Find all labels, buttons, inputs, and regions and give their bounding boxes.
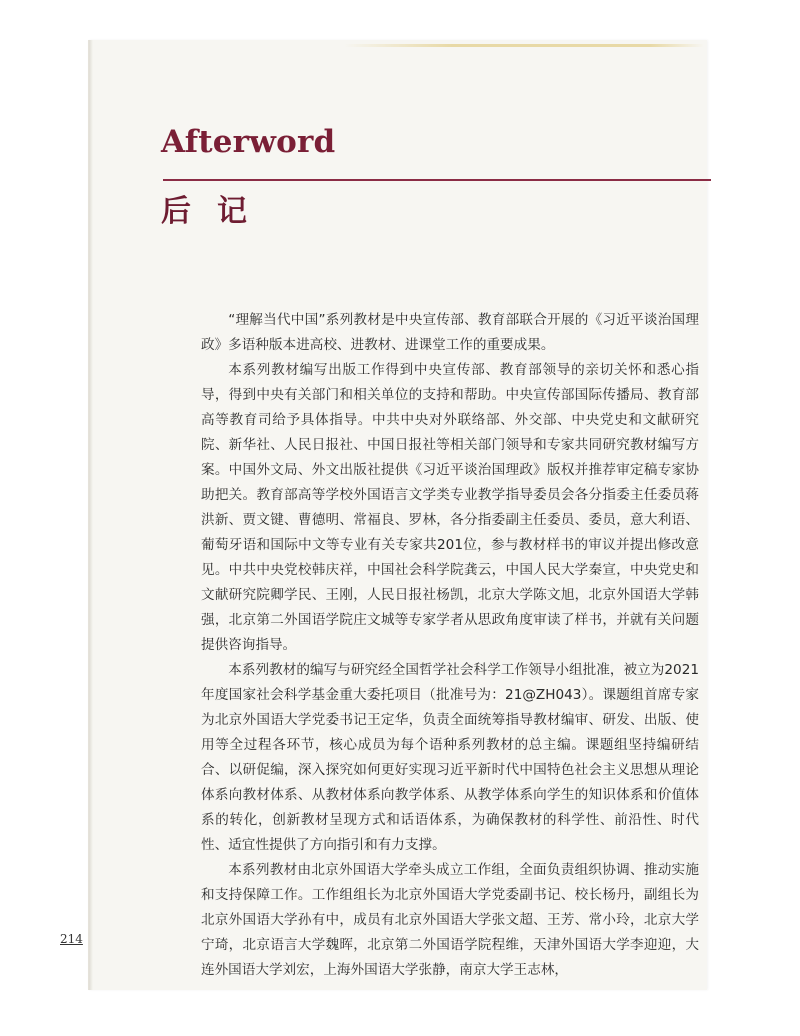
page-number: 214 [60,932,83,946]
heading-english: Afterword [161,124,336,160]
heading-divider [163,179,711,181]
afterword-body [201,308,699,983]
paragraph-2: 本系列教材编写出版工作得到中央宣传部、教育部领导的亲切关怀和悉心指导，得到中央有关部门和相关单位的支持和帮助。中央宣传部国际传播局、教育部高等教育司给予具体指导。中共中央对外联络部、外交部、中央党史和文献研究院、新华社、人民日报社、中国日报社等相关部门领导和专家共同研究教材编写方案。中国外文局、外文出版社提供《习近平谈治国理政》版权并推荐审定稿专家协助把关。教育部高等学校外国语言文学类专业教学指导委员会各分指委主任委员蒋洪新、贾文键、曹德明、常福良、罗林，各分指委副主任委员、委员，意大利语、葡萄牙语和国际中文等专业有关专家共201位，参与教材样书的审议并提出修改意见。中共中央党校韩庆祥，中国社会科学院龚云，中国人民大学秦宣，中央党史和文献研究院卿学民、王刚，人民日报社杨凯，北京大学陈文旭，北京外国语大学韩强，北京第二外国语学院庄文城等专家学者从思政角度审读了样书，并就有关问题提供咨询指导。 [201,362,699,653]
paragraph-1: “理解当代中国”系列教材是中央宣传部、教育部联合开展的《习近平谈治国理政》多语种版本进高校、进教材、进课堂工作的重要成果。 [201,312,699,353]
book-page [88,40,707,990]
paragraph-4: 本系列教材由北京外国语大学牵头成立工作组，全面负责组织协调、推动实施和支持保障工作。工作组组长为北京外国语大学党委副书记、校长杨丹，副组长为北京外国语大学孙有中，成员有北京外国语大学张文超、王芳、常小玲，北京大学宁琦，北京语言大学魏晖，北京第二外国语学院程维，天津外国语大学李迎迎，大连外国语大学刘宏，上海外国语大学张静，南京大学王志林， [201,862,699,978]
top-decorative-rule [344,44,704,47]
paragraph-3: 本系列教材的编写与研究经全国哲学社会科学工作领导小组批准，被立为2021年度国家社会科学基金重大委托项目（批准号为：21@ZH043）。课题组首席专家为北京外国语大学党委书记王定华，负责全面统筹指导教材编审、研发、出版、使用等全过程各环节，核心成员为每个语种系列教材的总主编。课题组坚持编研结合、以研促编，深入探究如何更好实现习近平新时代中国特色社会主义思想从理论体系向教材体系、从教材体系向教学体系、从教学体系向学生的知识体系和价值体系的转化，创新教材呈现方式和话语体系，为确保教材的科学性、前沿性、时代性、适宜性提供了方向指引和有力支撑。 [201,662,699,853]
heading-chinese: 后记 [161,194,273,229]
